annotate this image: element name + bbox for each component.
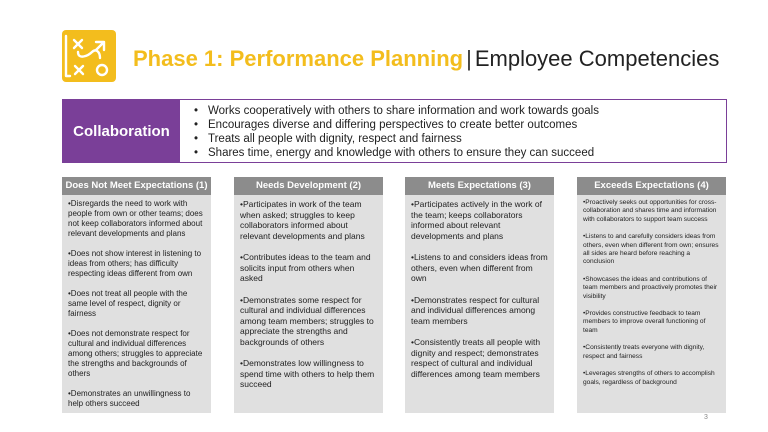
- title-separator: |: [466, 46, 472, 71]
- level-column-1: [62, 177, 211, 413]
- level-column-2: [234, 177, 383, 413]
- level-item: •Demonstrates an unwillingness to help others succeed: [68, 389, 191, 408]
- level-title: Does Not Meet Expectations (1): [62, 177, 211, 195]
- competency-name: Collaboration: [63, 100, 180, 162]
- competency-points: [180, 100, 599, 162]
- level-item: •Demonstrates low willingness to spend time with others to help them succeed: [240, 358, 375, 389]
- page-title: [133, 44, 719, 74]
- competency-point: • Encourages diverse and differing perspectives to create better outcomes: [194, 118, 599, 132]
- level-items: [234, 195, 383, 390]
- level-item: •Participates in work of the team when asked; struggles to keep collaborators informed about relevant developments and plans: [240, 199, 365, 241]
- page-number: 3: [704, 414, 708, 421]
- level-item: •Showcases the ideas and contributions of team members and proactively promotes their visibility: [583, 275, 718, 300]
- phase-title: Phase 1: Performance Planning: [133, 46, 464, 71]
- competency-point: • Shares time, energy and knowledge with others to ensure they can succeed: [194, 146, 599, 160]
- level-item: •Provides constructive feedback to team members to improve overall functioning of team: [583, 310, 706, 334]
- level-column-4: [577, 177, 726, 413]
- level-item: •Contributes ideas to the team and solicits input from others when asked: [240, 252, 371, 283]
- level-items: [405, 195, 554, 379]
- level-items: [62, 195, 211, 409]
- level-title: Meets Expectations (3): [405, 177, 554, 195]
- level-item: •Listens to and considers ideas from others, even when different from own: [411, 252, 548, 283]
- level-title: Needs Development (2): [234, 177, 383, 195]
- level-column-3: [405, 177, 554, 413]
- strategy-plan-icon: [62, 30, 116, 82]
- competency-point: • Works cooperatively with others to share information and work towards goals: [194, 104, 599, 118]
- level-item: •Consistently treats all people with dignity and respect; demonstrates respect of cultural and individual differences among team members: [411, 337, 541, 379]
- level-item: •Disregards the need to work with people from own or other teams; does not keep collaborators informed about relevant developments and plans: [68, 199, 203, 238]
- level-item: •Does not show interest in listening to ideas from others; has difficulty respecting ideas different from own: [68, 249, 202, 278]
- level-item: •Does not treat all people with the same level of respect, dignity or fairness: [68, 289, 188, 318]
- level-item: •Participates actively in the work of the team; keeps collaborators informed about relevant developments and plans: [411, 199, 543, 241]
- level-item: •Listens to and carefully considers ideas from others, even when different from own; ensures all sides are heard before reaching a conclusion: [583, 233, 719, 266]
- level-item: •Leverages strengths of others to accomplish goals, regardless of background: [583, 370, 715, 386]
- competency-point: • Treats all people with dignity, respect and fairness: [194, 132, 599, 146]
- competency-banner: [62, 99, 727, 163]
- level-item: •Consistently treats everyone with dignity, respect and fairness: [583, 344, 705, 360]
- level-items: [577, 195, 726, 387]
- page-subtitle: Employee Competencies: [474, 46, 720, 71]
- level-title: Exceeds Expectations (4): [577, 177, 726, 195]
- level-item: •Demonstrates some respect for cultural and individual differences among team members; struggles to appreciate the strengths and backgrounds of others: [240, 294, 374, 347]
- level-item: •Proactively seeks out opportunities for cross-collaboration and shares time and information with collaborators to support team success: [583, 199, 717, 223]
- level-item: •Does not demonstrate respect for cultural and individual differences among others; struggles to appreciate the strengths and backgrounds of others: [68, 329, 203, 378]
- level-item: •Demonstrates respect for cultural and individual differences among team members: [411, 294, 540, 326]
